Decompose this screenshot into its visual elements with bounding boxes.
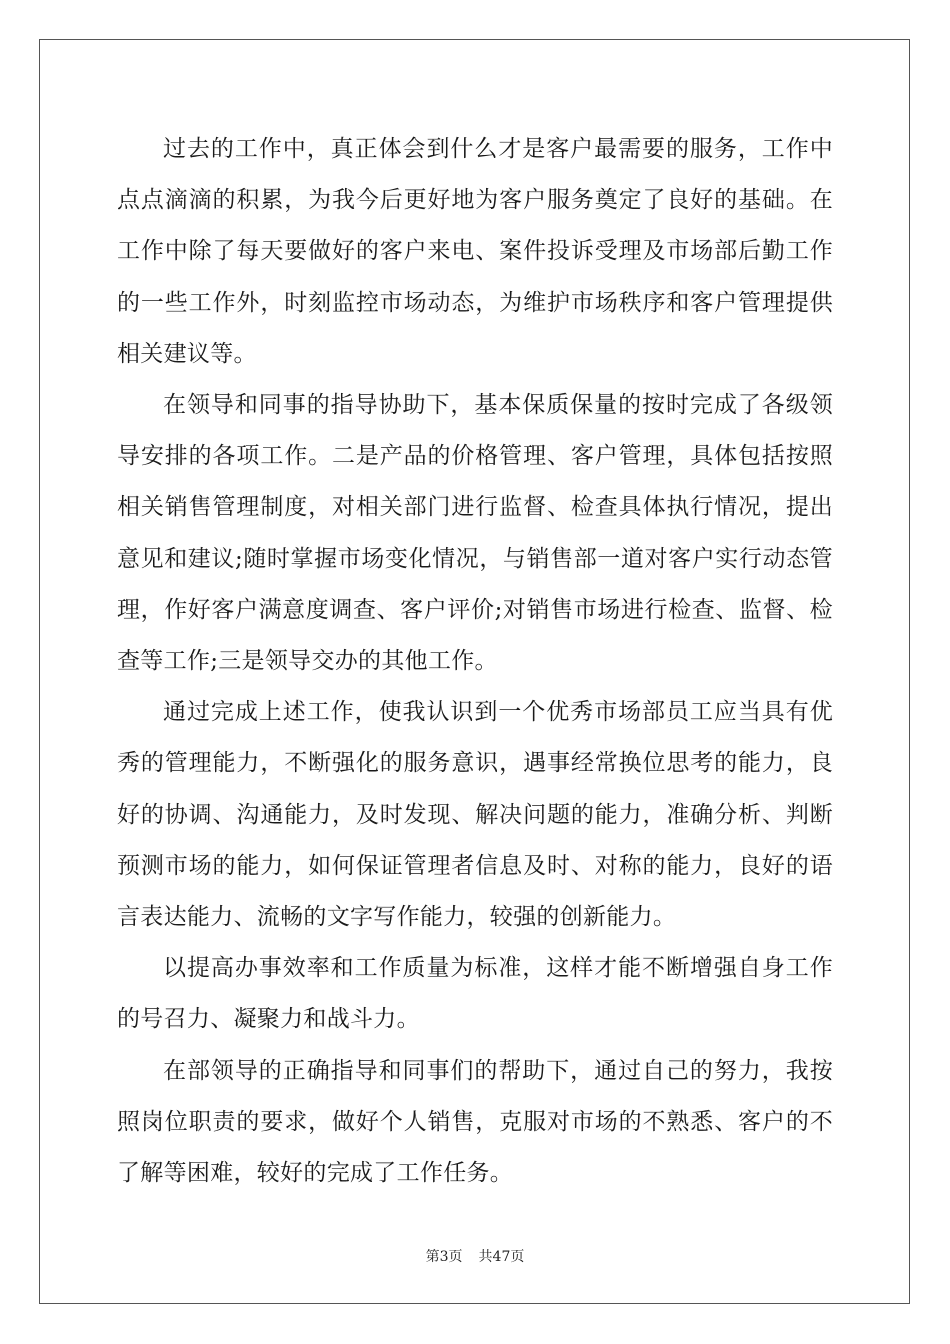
page-total: 共47页 [478,1249,525,1265]
paragraph-5: 在部领导的正确指导和同事们的帮助下，通过自己的努力，我按照岗位职责的要求，做好个人销售，克服对市场的不熟悉、客户的不了解等困难，较好的完成了工作任务。 [117,1057,833,1187]
paragraph-3: 通过完成上述工作，使我认识到一个优秀市场部员工应当具有优秀的管理能力，不断强化的服务意识，遇事经常换位思考的能力，良好的协调、沟通能力，及时发现、解决问题的能力，准确分析、判断预测市场的能力，如何保证管理者信息及时、对称的能力，良好的语言表达能力、流畅的文字写作能力，较强的创新能力。 [117,699,833,931]
document-body [117,124,833,1199]
paragraph-1: 过去的工作中，真正体会到什么才是客户最需要的服务，工作中点点滴滴的积累，为我今后更好地为客户服务奠定了良好的基础。在工作中除了每天要做好的客户来电、案件投诉受理及市场部后勤工作的一些工作外，时刻监控市场动态，为维护市场秩序和客户管理提供相关建议等。 [117,136,833,367]
paragraph-2: 在领导和同事的指导协助下，基本保质保量的按时完成了各级领导安排的各项工作。二是产品的价格管理、客户管理，具体包括按照相关销售管理制度，对相关部门进行监督、检查具体执行情况，提出意见和建议;随时掌握市场变化情况，与销售部一道对客户实行动态管理，作好客户满意度调查、客户评价;对销售市场进行检查、监督、检查等工作;三是领导交办的其他工作。 [117,392,833,675]
page-footer [0,1246,950,1266]
page-number: 第3页 [425,1249,463,1265]
paragraph-4: 以提高办事效率和工作质量为标准，这样才能不断增强自身工作的号召力、凝聚力和战斗力。 [117,955,833,1033]
